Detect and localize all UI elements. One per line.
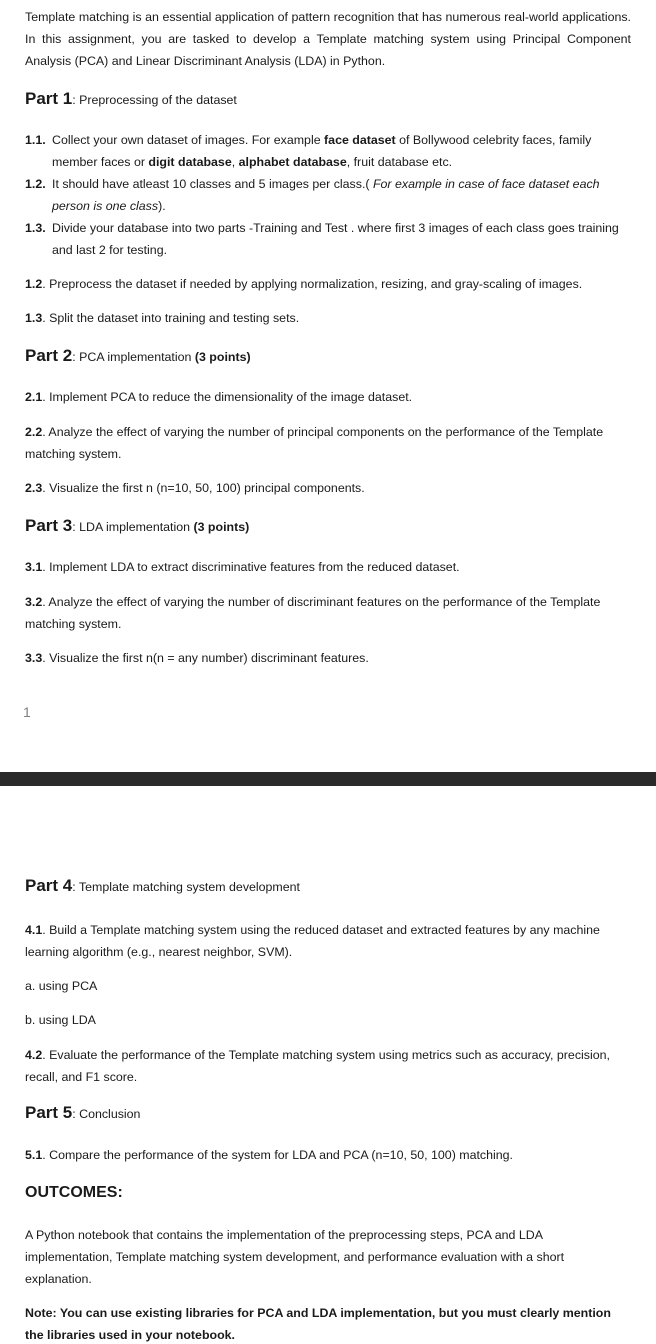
outcomes-heading: OUTCOMES:	[25, 1184, 123, 1201]
list-item-1-2: 1.2. It should have atleast 10 classes and 5 images per class.( For example in case of face dataset each person is one class).	[25, 177, 600, 213]
paragraph-2-3: 2.3. Visualize the first n (n=10, 50, 100) principal components.	[25, 481, 365, 495]
paragraph-3-1: 3.1. Implement LDA to extract discriminative features from the reduced dataset.	[25, 560, 460, 574]
paragraph-3-2: 3.2. Analyze the effect of varying the number of discriminant features on the performance of the Template matching system.	[25, 595, 601, 631]
paragraph-4-1-b: b. using LDA	[25, 1013, 96, 1027]
intro-paragraph: Template matching is an essential application of pattern recognition that has numerous real-world applications. In this assignment, you are tasked to develop a Template matching system using Principal Component Analysis (PCA) and Linear Discriminant Analysis (LDA) in Python.	[25, 10, 631, 68]
part4-heading: Part 4: Template matching system development	[25, 876, 300, 895]
paragraph-1-3: 1.3. Split the dataset into training and testing sets.	[25, 311, 300, 325]
paragraph-3-3: 3.3. Visualize the first n(n = any number) discriminant features.	[25, 651, 369, 665]
page-number: 1	[23, 704, 31, 720]
paragraph-4-1-a: a. using PCA	[25, 979, 98, 993]
part3-heading: Part 3: LDA implementation (3 points)	[25, 516, 250, 535]
page-break-divider	[0, 772, 656, 787]
part2-heading: Part 2: PCA implementation (3 points)	[25, 346, 251, 365]
paragraph-2-2: 2.2. Analyze the effect of varying the number of principal components on the performance of the Template matching system.	[25, 425, 604, 461]
outcomes-paragraph: A Python notebook that contains the implementation of the preprocessing steps, PCA and LDA implementation, Template matching system development, and performance evaluation with a short explanation.	[25, 1228, 565, 1286]
note-paragraph: Note: You can use existing libraries for PCA and LDA implementation, but you must clearly mention the libraries used in your notebook.	[25, 1306, 611, 1342]
paragraph-1-2: 1.2. Preprocess the dataset if needed by applying normalization, resizing, and gray-scaling of images.	[25, 277, 583, 291]
paragraph-4-1: 4.1. Build a Template matching system using the reduced dataset and extracted features by any machine learning algorithm (e.g., nearest neighbor, SVM).	[25, 923, 600, 959]
part5-heading: Part 5: Conclusion	[25, 1103, 141, 1122]
list-item-1-3: 1.3. Divide your database into two parts -Training and Test . where first 3 images of each class goes training and last 2 for testing.	[25, 221, 619, 257]
paragraph-4-2: 4.2. Evaluate the performance of the Template matching system using metrics such as accuracy, precision, recall, and F1 score.	[25, 1048, 610, 1084]
paragraph-5-1: 5.1. Compare the performance of the system for LDA and PCA (n=10, 50, 100) matching.	[25, 1148, 513, 1162]
document-page-2	[0, 786, 656, 1344]
list-item-1-1: 1.1. Collect your own dataset of images. For example face dataset of Bollywood celebrity faces, family member faces or digit database, alphabet database, fruit database etc.	[25, 133, 592, 169]
part1-heading: Part 1: Preprocessing of the dataset	[25, 89, 237, 108]
paragraph-2-1: 2.1. Implement PCA to reduce the dimensionality of the image dataset.	[25, 390, 413, 404]
